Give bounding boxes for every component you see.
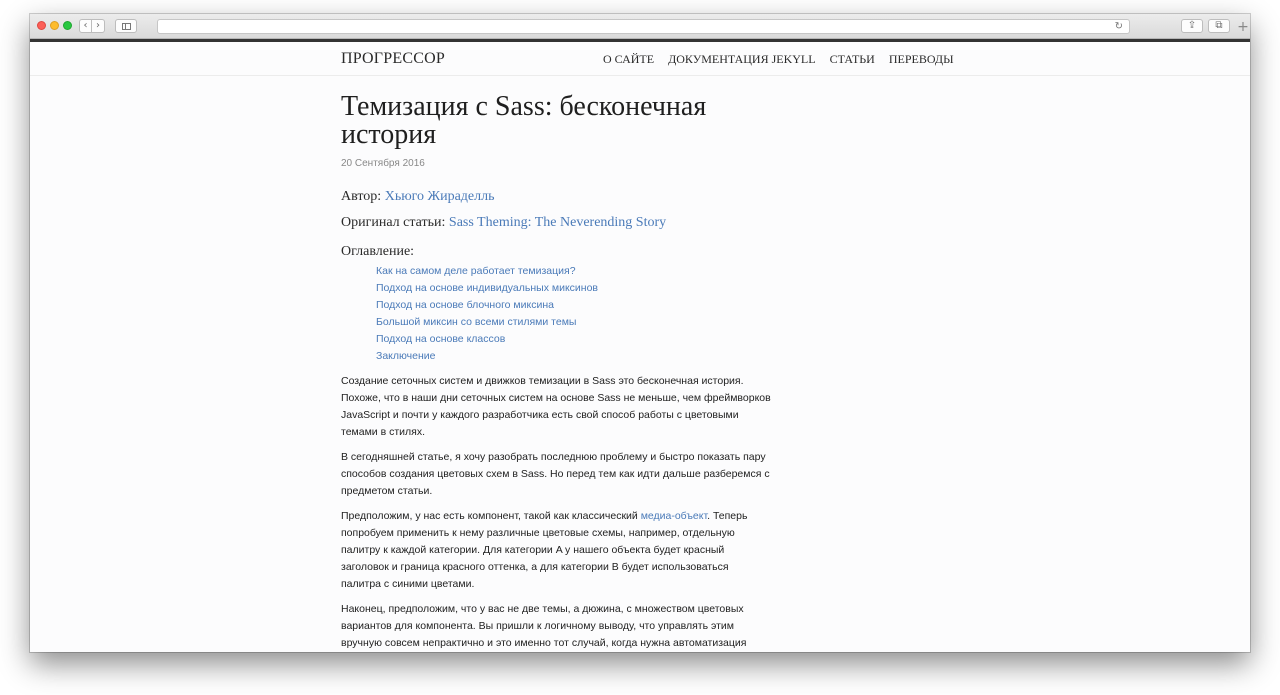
paragraph-3 [341, 508, 771, 593]
nav-link-translations[interactable]: ПЕРЕВОДЫ [888, 52, 954, 66]
table-of-contents [376, 264, 598, 366]
author-link[interactable]: Хьюго Жираделль [384, 189, 495, 204]
site-header [30, 42, 1250, 76]
post-title: Темизация с Sass: бесконечная история [341, 91, 707, 150]
close-window-button[interactable] [37, 21, 46, 30]
sidebar-icon[interactable] [115, 19, 137, 33]
toc-item [376, 264, 598, 281]
toc-item [376, 315, 598, 332]
back-icon[interactable]: ‹ [79, 19, 92, 33]
paragraph-1: Создание сеточных систем и движков темизации в Sass это бесконечная история. Похоже, что в наши дни сеточных систем на основе Sass не меньше, чем фреймворков JavaScript и почти у каждого разработчика есть свой способ работы с цветовыми темами в стилях. [341, 375, 771, 438]
site-title-link[interactable]: ПРОГРЕССОР [341, 50, 445, 67]
original-article-link[interactable]: Sass Theming: The Neverending Story [448, 215, 667, 230]
paragraph-3-start: Предположим, у нас есть компонент, такой как классический [341, 510, 641, 522]
share-icon[interactable]: ⇪ [1181, 19, 1203, 33]
browser-window [30, 14, 1250, 652]
paragraph-3-end: . Теперь попробуем применить к нему различные цветовые схемы, например, отдельную палитру к каждой категории. Для категории A у нашего объекта будет красный заголовок и граница красного оттенка, а для категории B будет использоваться палитра с синими цветами. [341, 510, 748, 590]
toc-item [376, 281, 598, 298]
toc-link[interactable]: Подход на основе индивидуальных миксинов [376, 282, 599, 294]
reload-icon[interactable]: ↻ [1114, 21, 1123, 32]
new-tab-icon[interactable]: + [1237, 19, 1249, 35]
toc-item [376, 349, 598, 366]
media-object-link[interactable]: медиа-объект [640, 510, 708, 522]
site-nav [603, 52, 968, 67]
tabs-icon[interactable]: ⧉ [1208, 19, 1230, 33]
toc-link[interactable]: Подход на основе блочного миксина [376, 299, 554, 311]
forward-icon[interactable]: › [92, 19, 105, 33]
toc-link[interactable]: Подход на основе классов [376, 333, 506, 345]
nav-link-about[interactable]: О САЙТЕ [603, 52, 655, 66]
toc-item [376, 298, 598, 315]
nav-link-articles[interactable]: СТАТЬИ [829, 52, 875, 66]
maximize-window-button[interactable] [63, 21, 72, 30]
toc-link[interactable]: Большой миксин со всеми стилями темы [376, 316, 577, 328]
post-date: 20 Сентября 2016 [341, 158, 425, 169]
toc-item [376, 332, 598, 349]
author-line [341, 189, 495, 205]
toc-link[interactable]: Заключение [376, 350, 436, 362]
toc-heading: Оглавление: [341, 244, 415, 259]
original-line [341, 215, 666, 231]
address-bar[interactable] [157, 19, 1130, 34]
minimize-window-button[interactable] [50, 21, 59, 30]
author-label: Автор: [341, 189, 382, 204]
original-label: Оригинал статьи: [341, 215, 446, 230]
nav-link-jekyll-docs[interactable]: ДОКУМЕНТАЦИЯ JEKYLL [668, 52, 816, 66]
paragraph-2: В сегодняшней статье, я хочу разобрать последнюю проблему и быстро показать пару способов создания цветовых схем в Sass. Но перед тем как идти дальше разберемся с предметом статьи. [341, 451, 770, 497]
browser-toolbar [30, 14, 1250, 39]
paragraph-4: Наконец, предположим, что у вас не две темы, а дюжина, с множеством цветовых вариантов для компонента. Вы пришли к логичному выводу, что управлять этим вручную совсем непрактично и это именно тот случай, когда нужна автоматизация [341, 603, 747, 649]
toc-link[interactable]: Как на самом деле работает темизация? [376, 265, 576, 277]
